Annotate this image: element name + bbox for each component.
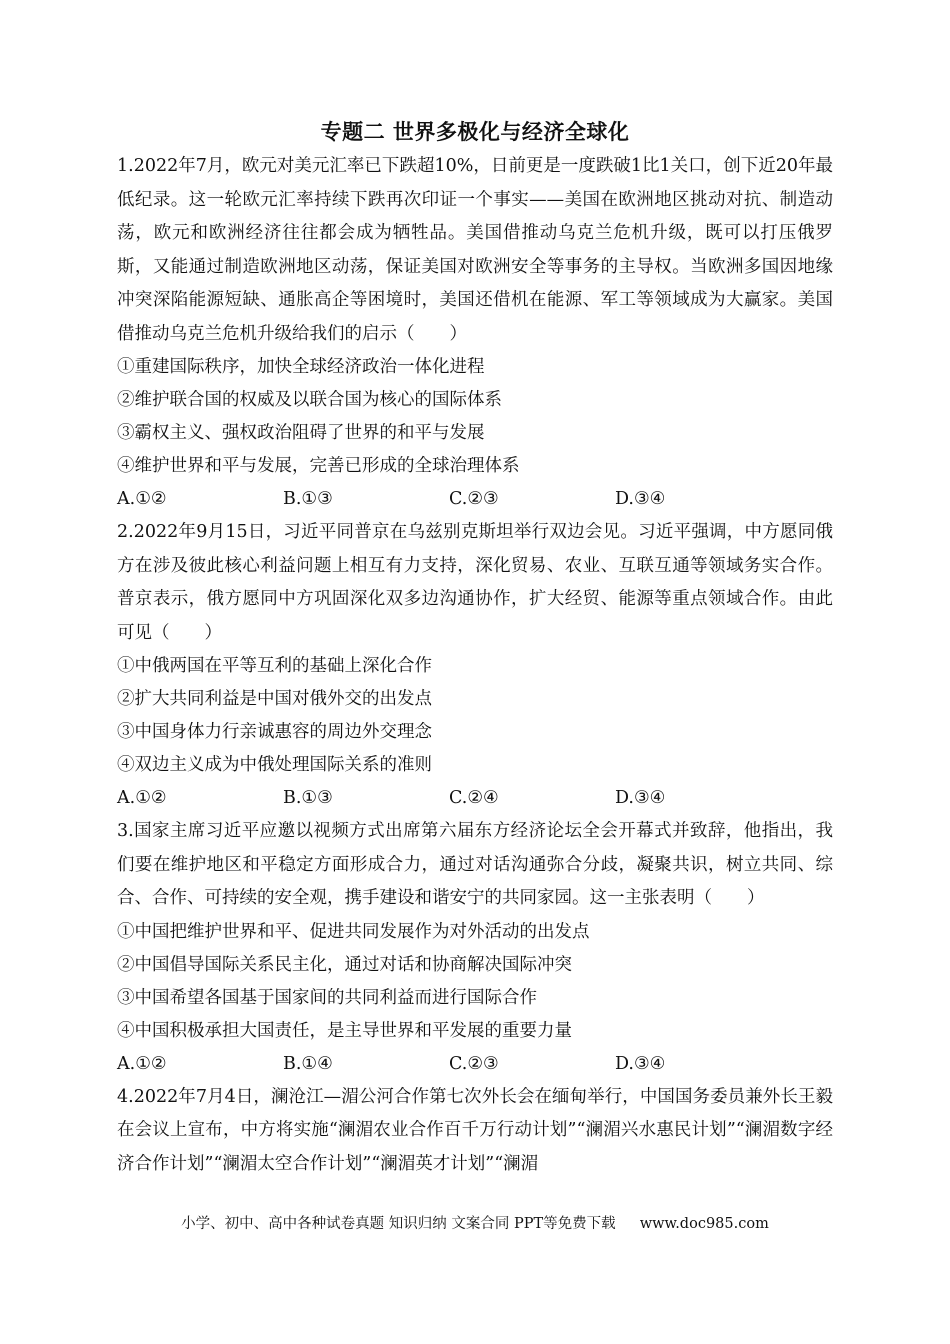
statement-option: ③霸权主义、强权政治阻碍了世界的和平与发展 bbox=[117, 423, 485, 443]
page-footer bbox=[0, 1212, 950, 1233]
question-stem: 3.国家主席习近平应邀以视频方式出席第六届东方经济论坛全会开幕式并致辞，他指出，我们要在维护地区和平稳定方面形成合力，通过对话沟通弥合分歧，凝聚共识，树立共同、综合、合作、可持续的安全观，携手建设和谐安宁的共同家园。这一主张表明（ ） bbox=[117, 821, 833, 908]
question-stem: 4.2022年7月4日，澜沧江—湄公河合作第七次外长会在缅甸举行，中国国务委员兼外长王毅在会议上宣布，中方将实施“澜湄农业合作百千万行动计划”“澜湄兴水惠民计划”“澜湄数字经济合作计划”“澜湄太空合作计划”“澜湄英才计划”“澜湄 bbox=[117, 1086, 833, 1174]
statement-option: ①中俄两国在平等互利的基础上深化合作 bbox=[117, 656, 432, 676]
choice-d: D.③④ bbox=[615, 1053, 666, 1074]
question-stem: 1.2022年7月，欧元对美元汇率已下跌超10%，日前更是一度跌破1比1关口，创下近20年最低纪录。这一轮欧元汇率持续下跌再次印证一个事实——美国在欧洲地区挑动对抗、制造动荡，欧元和欧洲经济往往都会成为牺牲品。美国借推动乌克兰危机升级，既可以打压俄罗斯，又能通过制造欧洲地区动荡，保证美国对欧洲安全等事务的主导权。当欧洲多国因地缘冲突深陷能源短缺、通胀高企等困境时，美国还借机在能源、军工等领域成为大赢家。美国借推动乌克兰危机升级给我们的启示（ ） bbox=[117, 156, 833, 344]
choice-b: B.①③ bbox=[283, 489, 333, 509]
answer-choices bbox=[117, 483, 833, 516]
statement-option: ③中国身体力行亲诚惠容的周边外交理念 bbox=[117, 722, 432, 742]
question-2 bbox=[117, 516, 833, 815]
question-1 bbox=[117, 150, 833, 516]
choice-d: D.③④ bbox=[615, 788, 666, 808]
statement-option: ④双边主义成为中俄处理国际关系的准则 bbox=[117, 755, 432, 775]
choice-c: C.②③ bbox=[449, 1053, 499, 1074]
statement-option: ①中国把维护世界和平、促进共同发展作为对外活动的出发点 bbox=[117, 921, 590, 942]
choice-c: C.②③ bbox=[449, 489, 499, 509]
question-4 bbox=[117, 1081, 833, 1182]
choice-a: A.①② bbox=[117, 788, 167, 808]
statement-option: ②扩大共同利益是中国对俄外交的出发点 bbox=[117, 689, 432, 709]
question-stem: 2.2022年9月15日，习近平同普京在乌兹别克斯坦举行双边会见。习近平强调，中方愿同俄方在涉及彼此核心利益问题上相互有力支持，深化贸易、农业、互联互通等领域务实合作。普京表示，俄方愿同中方巩固深化双多边沟通协作，扩大经贸、能源等重点领域合作。由此可见（ ） bbox=[117, 522, 833, 643]
answer-choices bbox=[117, 1048, 833, 1081]
choice-b: B.①③ bbox=[283, 788, 333, 808]
question-list bbox=[117, 150, 833, 1181]
choice-c: C.②④ bbox=[449, 788, 499, 808]
choice-d: D.③④ bbox=[615, 489, 666, 509]
statement-option: ③中国希望各国基于国家间的共同利益而进行国际合作 bbox=[117, 987, 537, 1008]
choice-b: B.①④ bbox=[283, 1053, 333, 1074]
statement-option: ④维护世界和平与发展，完善已形成的全球治理体系 bbox=[117, 456, 520, 476]
statement-option: ①重建国际秩序，加快全球经济政治一体化进程 bbox=[117, 357, 485, 377]
statement-option: ②维护联合国的权威及以联合国为核心的国际体系 bbox=[117, 390, 502, 410]
answer-choices bbox=[117, 782, 833, 815]
footer-url[interactable]: www.doc985.com bbox=[639, 1216, 769, 1232]
choice-a: A.①② bbox=[117, 489, 167, 509]
statement-option: ④中国积极承担大国责任，是主导世界和平发展的重要力量 bbox=[117, 1020, 572, 1041]
statement-option: ②中国倡导国际关系民主化，通过对话和协商解决国际冲突 bbox=[117, 954, 572, 975]
footer-text: 小学、初中、高中各种试卷真题 知识归纳 文案合同 PPT等免费下载 bbox=[181, 1216, 616, 1232]
page-title: 专题二 世界多极化与经济全球化 bbox=[320, 119, 630, 144]
choice-a: A.①② bbox=[117, 1053, 167, 1074]
question-3 bbox=[117, 815, 833, 1081]
